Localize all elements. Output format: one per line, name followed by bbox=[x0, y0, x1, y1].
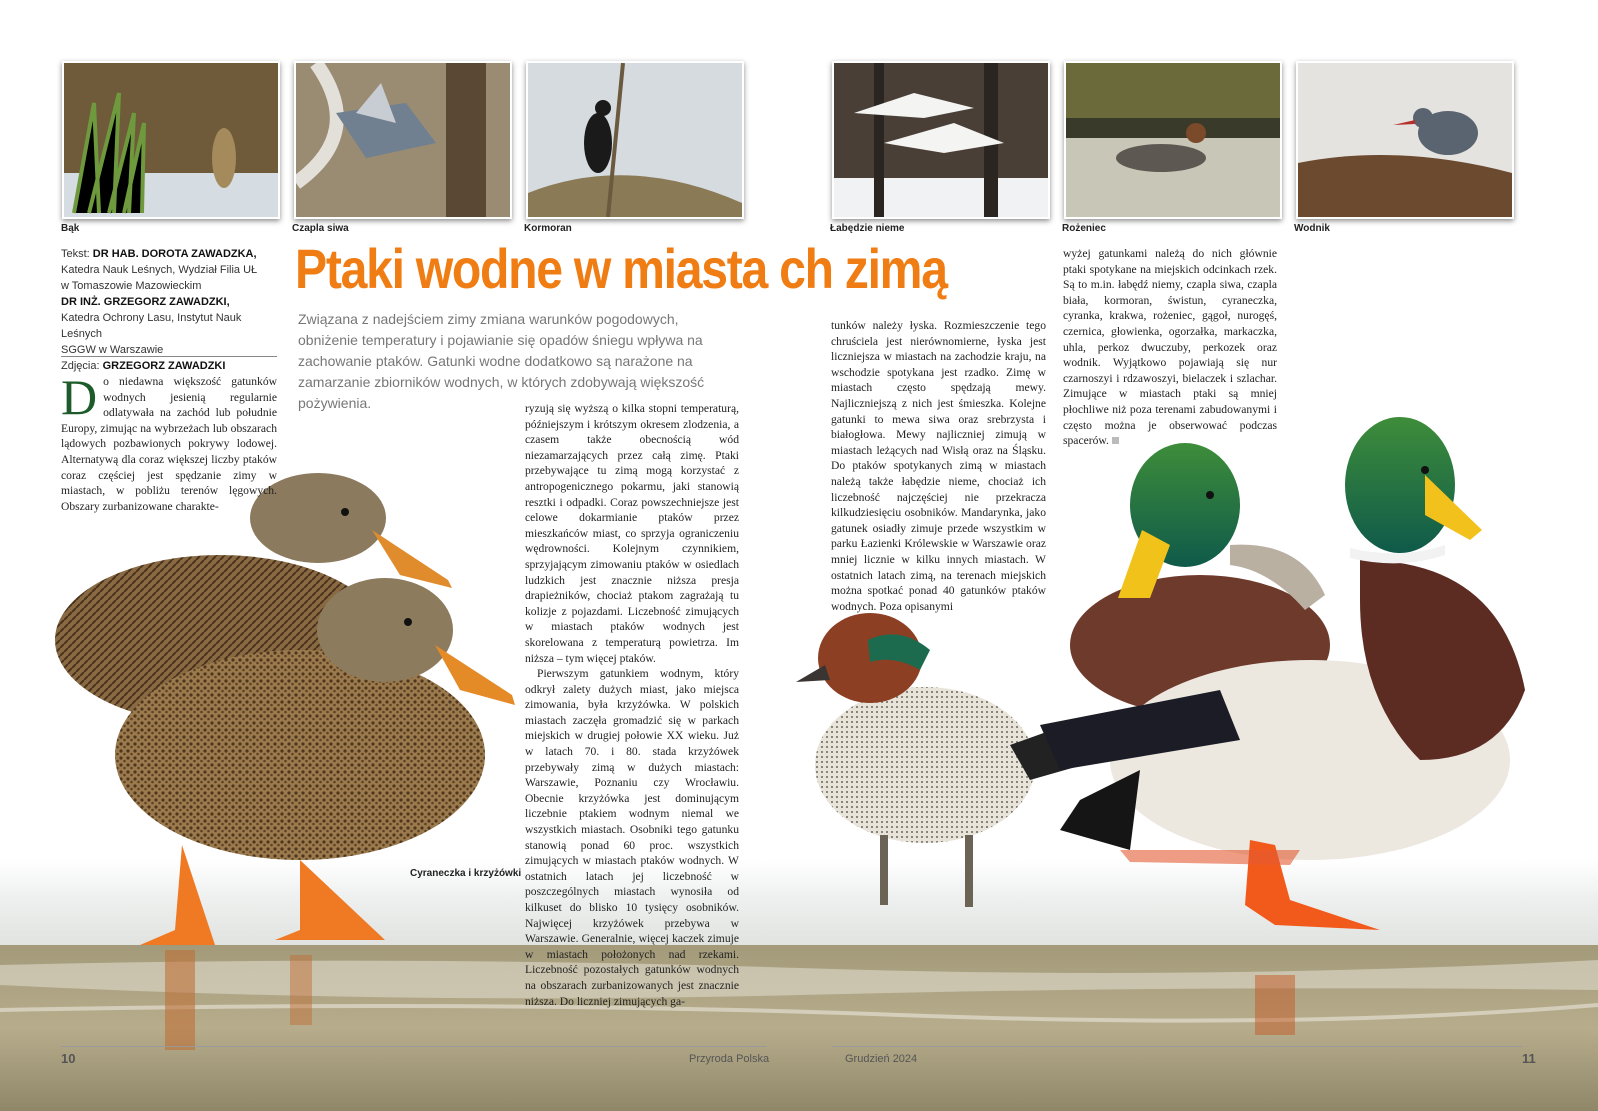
footer-magazine-name: Przyroda Polska bbox=[689, 1053, 770, 1065]
footer-rule-right bbox=[832, 1046, 1522, 1047]
credits-affiliation-1b: w Tomaszowie Mazowieckim bbox=[61, 280, 202, 292]
article-title: Ptaki wodne w miasta ch zimą bbox=[295, 237, 947, 300]
thumb-caption-wodnik: Wodnik bbox=[1294, 223, 1330, 234]
thumb-rozeniec-photo bbox=[1064, 61, 1282, 219]
thumb-caption-labedzie: Łabędzie nieme bbox=[830, 223, 905, 234]
page-number-right: 11 bbox=[1522, 1051, 1536, 1066]
thumb-caption-bak: Bąk bbox=[61, 223, 80, 234]
credits-author-2: DR INŻ. GRZEGORZ ZAWADZKI, bbox=[61, 296, 230, 308]
body-column-4 bbox=[1063, 246, 1277, 449]
credits-affiliation-1a: Katedra Nauk Leśnych, Wydział Filia UŁ bbox=[61, 264, 258, 276]
thumb-czapla-photo bbox=[294, 61, 512, 219]
end-of-article-mark bbox=[1112, 437, 1119, 444]
thumb-labedzie-photo bbox=[832, 61, 1050, 219]
body-column-1 bbox=[61, 369, 277, 514]
thumb-caption-czapla: Czapla siwa bbox=[292, 223, 349, 234]
credits-block bbox=[61, 246, 277, 374]
article-lead: Związana z nadejściem zimy zmiana warunków pogodowych, obniżenie temperatury i pojawianie się opadów śniegu wpływa na zachowanie ptaków. Gatunki wodne dodatkowo są narażone na zamarzanie zbiorników wodnych, w których zdobywają większość pożywienia. bbox=[298, 311, 705, 411]
thumb-caption-kormoran: Kormoran bbox=[524, 223, 572, 234]
page-number-left: 10 bbox=[61, 1051, 76, 1066]
body-column-3 bbox=[831, 318, 1046, 614]
credits-photos-label: Zdjęcia: bbox=[61, 360, 100, 372]
credits-affiliation-2b: SGGW w Warszawie bbox=[61, 344, 164, 356]
body-column-2-paragraph-2: Pierwszym gatunkiem wodnym, który odkrył zalety dużych miast, jako miejsca zimowania, była krzyżówka. W polskich miastach zaczęła gromadzić się w parkach miejskich w drugiej połowie XX wieku. Już w latach 70. i 80. stada krzyżówek przebywały zimą w dużych miastach: Warszawie, Poznaniu czy Wrocławiu. Obecnie krzyżówka jest dominującym liczebnie ptakiem wodnym niemal we wszystkich miastach. Osobniki tego gatunku stanowią ponad 60 proc. wszystkich zimujących w miastach ptaków wodnych. W ostatnich latach jej liczebność w poszczególnych miastach wynosiła od kilkuset do blisko 10 tysięcy osobników. Najwięcej krzyżówek przebywa w Warszawie. Generalnie, więcej kaczek zimuje w miastach położonych nad rzekami. Liczebność pozostałych gatunków wodnych na obszarach zurbanizowanych jest znacznie niższa. Do liczniej zimujących ga- bbox=[525, 667, 739, 1008]
footer-issue-date: Grudzień 2024 bbox=[845, 1053, 918, 1065]
credits-affiliation-2a: Katedra Ochrony Lasu, Instytut Nauk Leśnych bbox=[61, 312, 242, 340]
body-column-3-text: tunków należy łyska. Rozmieszczenie tego chruściela jest nierównomierne, łyska jest liczniejsza w miastach na zachodzie kraju, na wschodzie spotykana jest rzadko. Zimę w miastach często spędzają mewy. Najliczniejszą z nich jest śmieszka. Kolejne gatunki to mewa siwa oraz srebrzysta i białogłowa. Mewy najliczniej zimują w miastach leżących nad Wisłą oraz na Śląsku. Do ptaków spotykanych zimą w miastach należą także łabędzie nieme, chociaż ich liczebność najczęściej nie przekracza kilkudziesięciu osobników. Mandarynka, jako gatunek osiadły zimuje przede wszystkim w parku Łazienki Królewskie w Warszawie oraz mniej licznie w kilku innych miastach. W ostatnich latach zimą, na terenach miejskich można spotkać ponad 40 gatunków ptaków wodnych. Poza opisanymi bbox=[831, 319, 1046, 613]
credits-text-label: Tekst: bbox=[61, 248, 90, 260]
footer-rule-left bbox=[61, 1046, 766, 1047]
thumb-bak-photo bbox=[62, 61, 280, 219]
thumb-kormoran-photo bbox=[526, 61, 744, 219]
thumb-wodnik-photo bbox=[1296, 61, 1514, 219]
main-photo-caption: Cyraneczka i krzyżówki bbox=[410, 868, 522, 879]
body-column-2 bbox=[525, 401, 739, 1009]
credits-photographer: GRZEGORZ ZAWADZKI bbox=[102, 360, 226, 372]
body-column-2-paragraph-1: ryzują się wyższą o kilka stopni temperaturą, późniejszym i krótszym okresem zlodzenia, a czasem także obecnością wód niezamarzających przez całą zimę. Ptaki przebywające tu zimą mogą korzystać z antropogenicznego pokarmu, jaki stanowią resztki i odpadki. Coraz powszechniejsze jest celowe dokarmianie ptaków przez mieszkańców miast, co sprzyja ograniczeniu wędrowności. Kolejnym czynnikiem, sprzyjającym zimowaniu ptaków w osiedlach ludzkich jest znacznie niższa presja drapieżników, chociaż ptakom zagrażają tu kolizje z pojazdami. Liczebność zimujących w miastach ptaków wodnych jest skorelowana z temperaturą powietrza. Im niższa – tym więcej ptaków. bbox=[525, 402, 739, 665]
drop-cap: D bbox=[61, 369, 98, 425]
body-column-4-text: wyżej gatunkami należą do nich głównie ptaki spotykane na miejskich odcinkach rzek. Są to m.in. łabędź niemy, czapla siwa, czapla biała, kormoran, świstun, cyraneczka, cyranka, krakwa, rożeniec, gągoł, nurogęś, czernica, głowienka, ogorzałka, markaczka, uhla, perkoz dwuczuby, perkozek oraz wodnik. Wyjątkowo pojawiają się nur czarnoszyi i rdzawoszyi, bielaczek i szlachar. Zimujące w miastach ptaki są mniej płochliwe niż poza terenami zabudowanymi i często można je obserwować podczas spacerów. bbox=[1063, 247, 1277, 448]
thumb-caption-rozeniec: Rożeniec bbox=[1062, 223, 1106, 234]
credits-author-1: DR HAB. DOROTA ZAWADZKA, bbox=[92, 248, 257, 260]
credits-divider bbox=[61, 356, 277, 357]
body-column-1-text: o niedawna większość gatunków wodnych jesienią regularnie odlatywała na zachód lub południe Europy, zimując na wybrzeżach lub obszarach lądowych pozbawionych pokrywy lodowej. Alternatywą dla coraz większej liczby ptaków coraz częściej jest spędzanie zimy w miastach, w pobliżu terenów lęgowych. Obszary zurbanizowane charakte- bbox=[61, 375, 277, 513]
